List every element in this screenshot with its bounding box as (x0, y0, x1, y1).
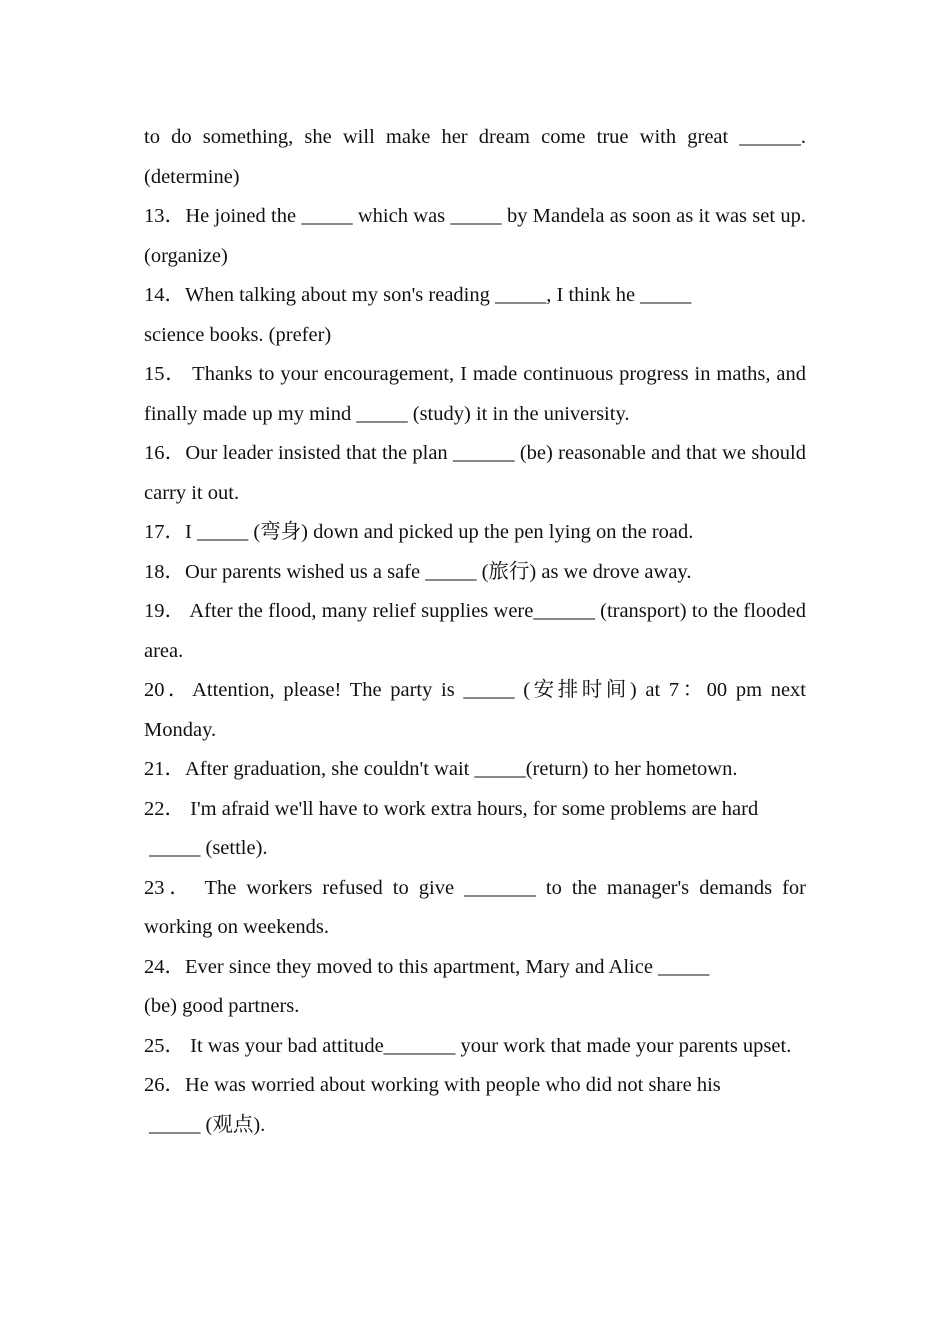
question-24: 24．Ever since they moved to this apartment, Mary and Alice _____ (be) good partners. (144, 955, 710, 1017)
question-26: 26．He was worried about working with people who did not share his _____ (观点). (144, 1074, 721, 1136)
question-20: 20．Attention, please! The party is _____ (安排时间) at 7：00 pm next Monday. (144, 679, 812, 741)
question-18: 18．Our parents wished us a safe _____ (旅行) as we drove away. (144, 560, 692, 583)
question-19: 19． After the flood, many relief supplies were______ (transport) to the flooded area. (144, 600, 812, 662)
question-23: 23． The workers refused to give _______ to the manager's demands for working on weekends. (144, 876, 812, 938)
question-12-continuation: to do something, she will make her dream come true with great ______. (determine) (144, 126, 812, 188)
question-22: 22． I'm afraid we'll have to work extra hours, for some problems are hard _____ (settle). (144, 797, 759, 859)
exercise-list (144, 118, 812, 1145)
question-13: 13．He joined the _____ which was _____ by Mandela as soon as it was set up. (organize) (144, 205, 812, 267)
question-14: 14．When talking about my son's reading _____, I think he _____ science books. (prefer) (144, 284, 697, 346)
question-16: 16．Our leader insisted that the plan ______ (be) reasonable and that we should carry it out. (144, 442, 812, 504)
question-21: 21．After graduation, she couldn't wait _____(return) to her hometown. (144, 758, 738, 780)
question-15: 15． Thanks to your encouragement, I made continuous progress in maths, and finally made up my mind _____ (study) it in the university. (144, 363, 812, 425)
question-17: 17．I _____ (弯身) down and picked up the pen lying on the road. (144, 521, 694, 543)
question-25: 25． It was your bad attitude_______ your work that made your parents upset. (144, 1034, 792, 1057)
